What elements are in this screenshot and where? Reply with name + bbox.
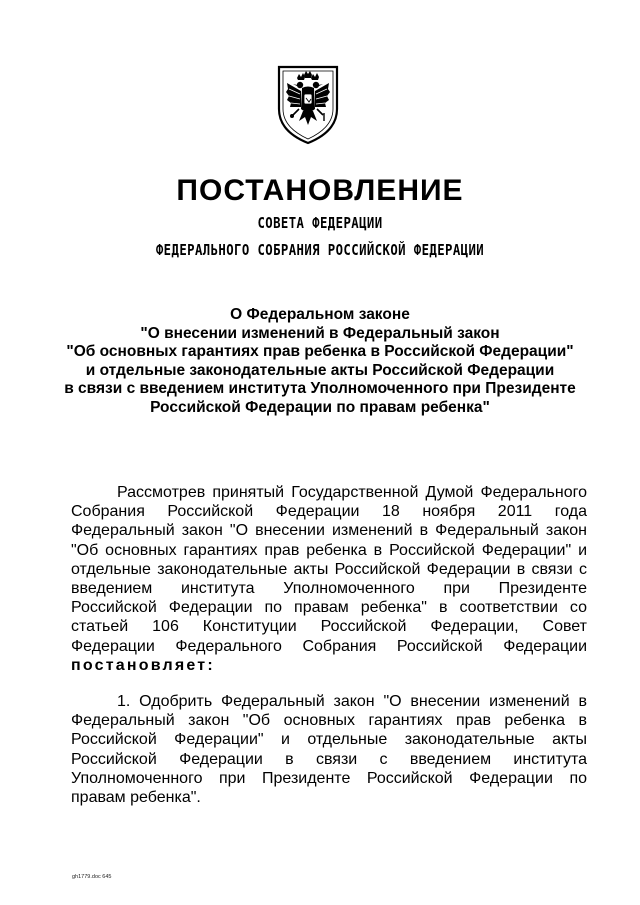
preamble-line: Федеральный закон "О внесении изменений в Федеральный закон bbox=[71, 522, 587, 540]
item-1-paragraph bbox=[71, 692, 587, 807]
issuer-line-1: СОВЕТА ФЕДЕРАЦИИ bbox=[257, 214, 383, 232]
subject-line: "О внесении изменений в Федеральный закон bbox=[140, 324, 500, 342]
decree-word: постановляет: bbox=[71, 656, 215, 674]
preamble-line: Федерации Федерального Собрания Российской Федерации bbox=[71, 637, 587, 655]
coat-of-arms-emblem bbox=[275, 63, 341, 145]
item-1-line: Уполномоченного при Президенте Российской Федерации по bbox=[71, 769, 587, 787]
item-1-line: Российской Федерации" и отдельные законодательные акты bbox=[71, 731, 587, 749]
document-subject bbox=[30, 306, 610, 417]
preamble-line: "Об основных гарантиях прав ребенка в Российской Федерации" и bbox=[71, 541, 587, 559]
issuer-line-2: ФЕДЕРАЛЬНОГО СОБРАНИЯ РОССИЙСКОЙ ФЕДЕРАЦИИ bbox=[155, 241, 485, 259]
preamble-line: введением института Уполномоченного при Президенте bbox=[71, 579, 587, 597]
preamble-line: статьей 106 Конституции Российской Федерации, Совет bbox=[71, 618, 587, 636]
subject-line: и отдельные законодательные акты Российской Федерации bbox=[85, 361, 555, 379]
subject-line: О Федеральном законе bbox=[230, 306, 410, 323]
preamble-line: Российской Федерации по правам ребенка" в соответствии со bbox=[71, 599, 587, 617]
footer-file-code: gh1779.doc 645 bbox=[72, 874, 112, 880]
subject-line: "Об основных гарантиях прав ребенка в Российской Федерации" bbox=[66, 343, 574, 360]
preamble-paragraph bbox=[71, 483, 587, 675]
subject-line: в связи с введением института Уполномоченного при Президенте bbox=[64, 380, 576, 397]
document-type-title: ПОСТАНОВЛЕНИЕ bbox=[176, 174, 464, 207]
item-1-line: Федеральный закон "Об основных гарантиях прав ребенка в bbox=[71, 712, 587, 730]
item-1-line: правам ребенка". bbox=[71, 788, 201, 806]
item-1-line: Российской Федерации в связи с введением института bbox=[71, 750, 587, 768]
preamble-line: отдельные законодательные акты Российской Федерации в связи с bbox=[71, 560, 587, 578]
preamble-line: Собрания Российской Федерации 18 ноября 2011 года bbox=[71, 503, 587, 521]
preamble-line: Рассмотрев принятый Государственной Думой Федерального bbox=[117, 484, 587, 501]
item-1-line: 1. Одобрить Федеральный закон "О внесении изменений в bbox=[117, 693, 587, 710]
subject-line: Российской Федерации по правам ребенка" bbox=[150, 398, 490, 416]
